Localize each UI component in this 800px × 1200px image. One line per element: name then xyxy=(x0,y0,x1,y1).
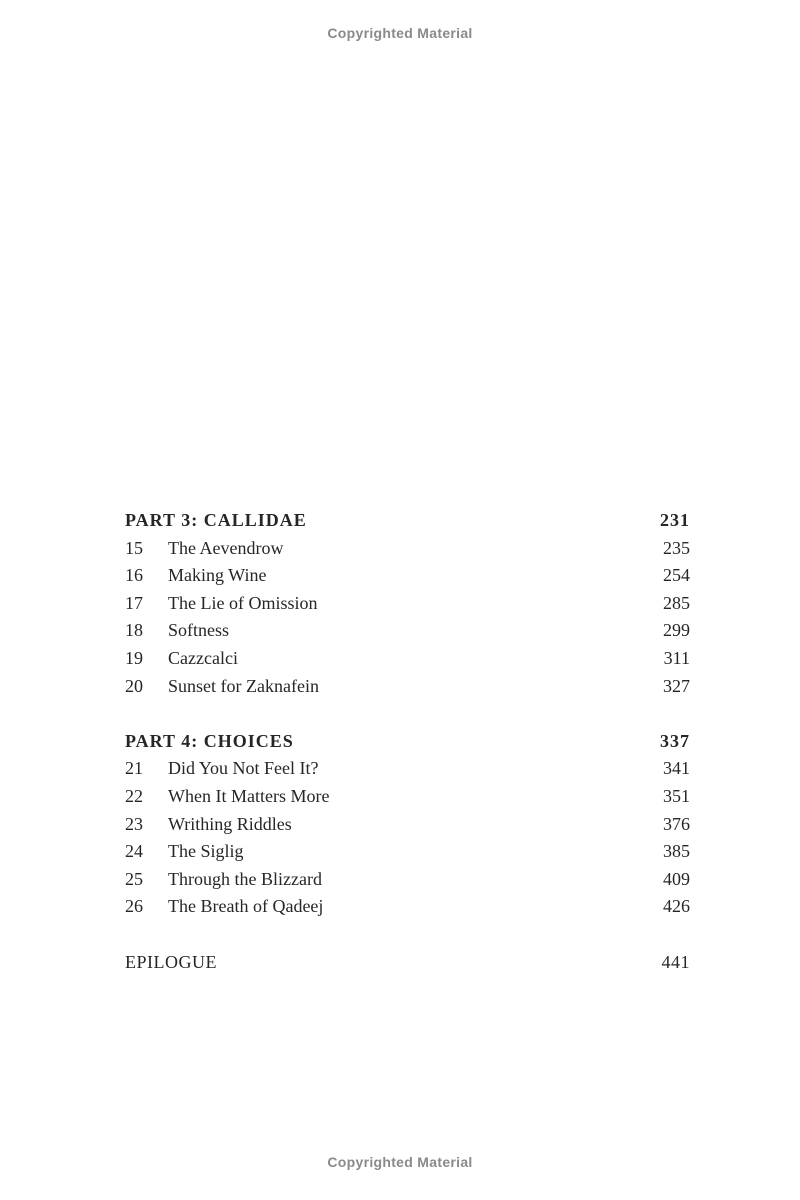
chapter-title: Cazzcalci xyxy=(168,647,238,668)
epilogue-page-number: 441 xyxy=(661,951,690,972)
copyright-watermark-top: Copyrighted Material xyxy=(327,25,473,41)
toc-entry xyxy=(125,783,690,811)
chapter-page-number: 299 xyxy=(663,620,690,641)
chapter-page-number: 409 xyxy=(663,868,690,889)
chapter-page-number: 254 xyxy=(663,565,690,586)
chapter-title: Making Wine xyxy=(168,565,267,586)
part-3-heading: PART 3: CALLIDAE xyxy=(125,510,307,530)
chapter-title: When It Matters More xyxy=(168,785,330,806)
chapter-page-number: 235 xyxy=(663,537,690,558)
chapter-number: 15 xyxy=(125,537,143,558)
toc-entry xyxy=(125,755,690,783)
chapter-number: 16 xyxy=(125,565,143,586)
copyright-watermark-bottom: Copyrighted Material xyxy=(327,1154,473,1170)
chapter-page-number: 426 xyxy=(663,896,690,917)
chapter-number: 24 xyxy=(125,841,143,862)
toc-entry xyxy=(125,811,690,839)
chapter-page-number: 311 xyxy=(663,647,690,668)
chapter-page-number: 376 xyxy=(663,813,690,834)
chapter-title: The Aevendrow xyxy=(168,537,284,558)
chapter-number: 26 xyxy=(125,896,143,917)
part-4-page-number: 337 xyxy=(660,730,690,751)
section-gap xyxy=(125,921,690,949)
chapter-title: Softness xyxy=(168,620,230,641)
toc-entry xyxy=(125,893,690,921)
chapter-page-number: 327 xyxy=(663,675,690,696)
chapter-number: 25 xyxy=(125,868,143,889)
table-of-contents xyxy=(125,507,690,976)
epilogue-heading: EPILOGUE xyxy=(125,951,217,972)
chapter-title: The Siglig xyxy=(168,841,244,862)
chapter-number: 17 xyxy=(125,592,143,613)
chapter-title: Sunset for Zaknafein xyxy=(168,675,319,696)
chapter-title: Writhing Riddles xyxy=(168,813,292,834)
chapter-number: 21 xyxy=(125,758,143,779)
chapter-page-number: 351 xyxy=(663,785,690,806)
toc-entry xyxy=(125,866,690,894)
chapter-title: The Breath of Qadeej xyxy=(168,896,324,917)
chapter-title: Through the Blizzard xyxy=(168,868,322,889)
toc-entry xyxy=(125,645,690,673)
part-4-heading: PART 4: CHOICES xyxy=(125,730,294,751)
chapter-number: 18 xyxy=(125,620,143,641)
chapter-number: 20 xyxy=(125,675,143,696)
chapter-number: 19 xyxy=(125,647,143,668)
chapter-number: 22 xyxy=(125,785,143,806)
toc-entry xyxy=(125,617,690,645)
epilogue-entry xyxy=(125,949,690,977)
toc-entry xyxy=(125,535,690,563)
part-4-heading-row xyxy=(125,728,690,756)
chapter-title: Did You Not Feel It? xyxy=(168,758,319,779)
chapter-page-number: 385 xyxy=(663,841,690,862)
chapter-page-number: 285 xyxy=(663,592,690,613)
toc-entry xyxy=(125,562,690,590)
part-3-heading-row xyxy=(125,507,690,535)
toc-entry xyxy=(125,838,690,866)
part-3-page-number: 231 xyxy=(660,510,690,530)
toc-entry xyxy=(125,673,690,701)
toc-entry xyxy=(125,590,690,618)
chapter-number: 23 xyxy=(125,813,143,834)
chapter-page-number: 341 xyxy=(663,758,690,779)
chapter-title: The Lie of Omission xyxy=(168,592,318,613)
section-gap xyxy=(125,700,690,728)
